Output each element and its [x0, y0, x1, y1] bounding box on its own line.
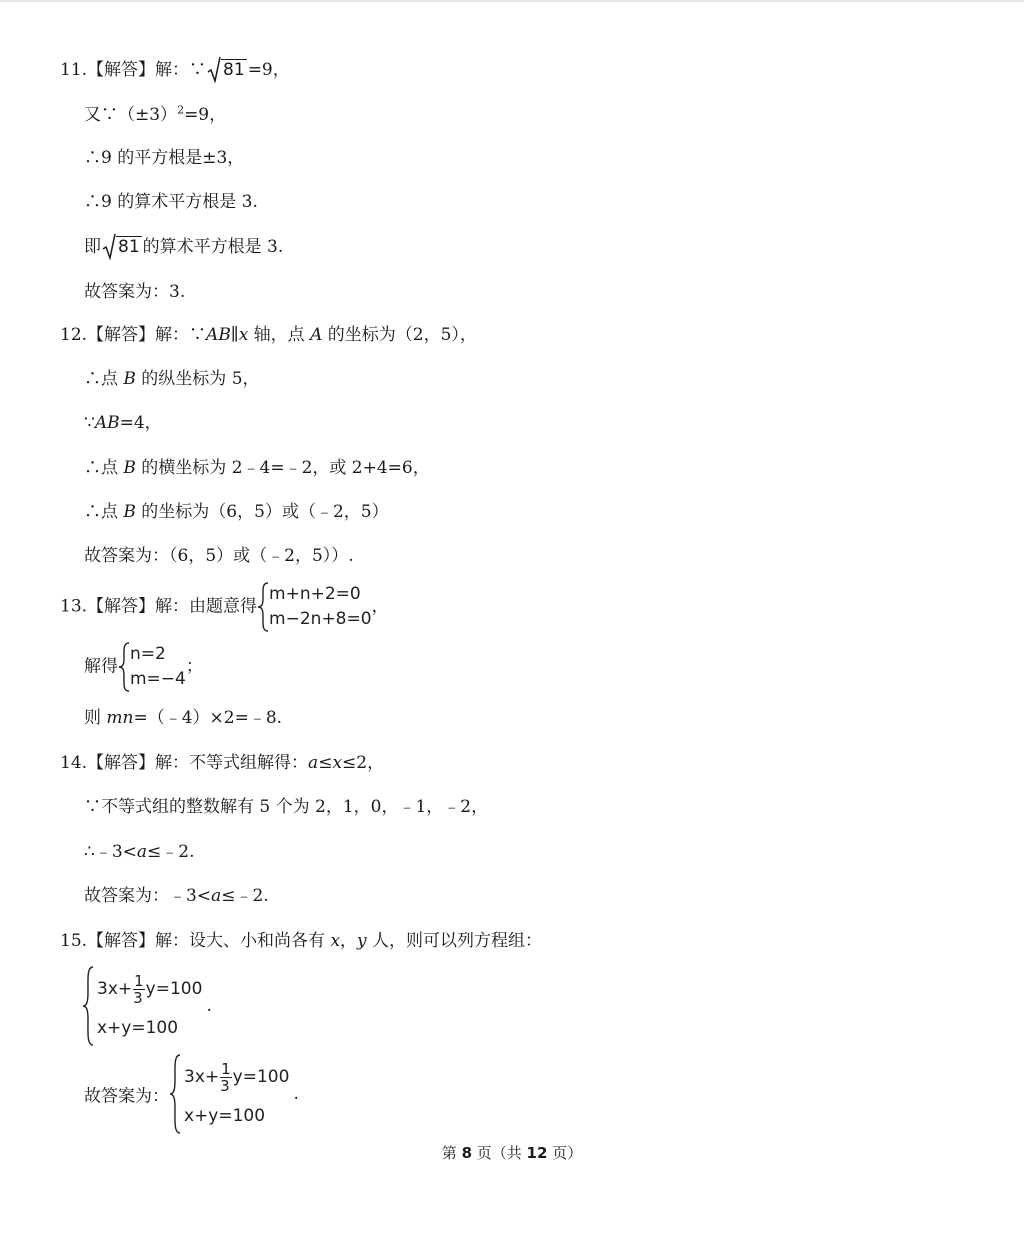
q13-sys1-row2: m−2n+8=0: [269, 608, 372, 629]
q14-head-a: 14.【解答】解：不等式组解得：: [60, 753, 309, 773]
q12-var-x: x: [238, 325, 249, 345]
brace-icon: [169, 1054, 181, 1134]
q13-l3a: 则: [84, 708, 107, 728]
q15-sys-tail: .: [206, 996, 212, 1016]
q12-l2b: 的纵坐标为 5，: [135, 369, 260, 389]
q15-head-b: ，: [340, 931, 358, 951]
q12-l5b: 的坐标为（6，5）或（﹣2，5）: [135, 502, 389, 522]
brace-icon: [118, 642, 130, 692]
q13-system-2: [118, 642, 186, 692]
q12-head-c: 轴，点: [248, 325, 311, 345]
q14-line3: [84, 840, 195, 864]
q14-l3b: ≤﹣2.: [147, 842, 195, 862]
q12-l2a: ∴点: [84, 369, 124, 389]
q11-radicand: 81: [223, 60, 245, 80]
q15-frac-n: 1: [134, 971, 144, 990]
radical-icon: [207, 55, 221, 83]
q15-head-c: 人，则可以列方程组：: [366, 931, 543, 951]
footer-c: 页）: [547, 1144, 583, 1162]
q12-l2-var-b: B: [123, 369, 136, 389]
q14-head-c: ≤2，: [342, 753, 385, 773]
q12-line1: [60, 323, 477, 347]
q15-answer: [84, 1054, 299, 1134]
q12-head-d: 的坐标为（2，5），: [322, 325, 477, 345]
radical-icon: [102, 232, 116, 260]
q14-l3-var-a: a: [136, 842, 148, 862]
q12-line3: [84, 411, 162, 435]
q13-system-1: [257, 582, 372, 632]
q15-ans-frac-n: 1: [221, 1059, 231, 1078]
q11-sqrt: [207, 58, 247, 82]
q13-l2-tail: ；: [185, 656, 203, 677]
q13-sys2-row1: n=2: [130, 643, 166, 664]
q11-l2a: 又∵（±3）: [84, 105, 178, 125]
q12-var-a: A: [310, 325, 323, 345]
q15-ans-row1-a: 3x+: [184, 1067, 220, 1087]
brace-icon: [257, 582, 269, 632]
q12-l4-var-b: B: [123, 458, 136, 478]
q13-head: 13.【解答】解：由题意得: [60, 596, 258, 617]
q12-l4b: 的横坐标为 2﹣4=﹣2，或 2+4=6，: [135, 458, 430, 478]
q11-l2b: =9，: [184, 105, 227, 125]
q11-line2: [84, 103, 226, 127]
q12-l3b: =4，: [119, 413, 162, 433]
q11-sqrt-2: [102, 235, 142, 259]
q15-ans-system: [169, 1054, 289, 1134]
q15-row1: [97, 967, 202, 1011]
q14-le: ≤: [318, 753, 333, 773]
q11-line3: ∴9 的平方根是±3，: [84, 148, 245, 168]
q14-var-a: a: [308, 753, 319, 773]
q14-line4: [84, 884, 269, 908]
q14-var-x: x: [332, 753, 343, 773]
q12-l3-var-ab: AB: [94, 413, 120, 433]
q13-line3: [84, 706, 282, 730]
q15-ans-tail: .: [293, 1084, 299, 1104]
q12-l4a: ∴点: [84, 458, 124, 478]
footer-total-pages: 12: [526, 1144, 548, 1162]
brace-icon: [82, 966, 94, 1046]
q13-sys2-row2: m=−4: [130, 668, 186, 689]
q15-ans-fraction: [220, 1061, 232, 1094]
page-footer: [0, 1142, 1024, 1163]
q12-line4: [84, 456, 430, 480]
q12-parallel: ∥: [230, 325, 239, 345]
q15-fraction: [133, 973, 145, 1006]
q11-line1: [60, 58, 290, 82]
q15-head-a: 15.【解答】解：设大、小和尚各有: [60, 931, 331, 951]
q12-line2: [84, 367, 260, 391]
q11-line4: ∴9 的算术平方根是 3.: [84, 192, 258, 212]
q15-ans-frac-d: 3: [220, 1076, 230, 1095]
q11-line5: [84, 235, 283, 259]
q15-ans-row2: x+y=100: [184, 1106, 266, 1126]
q15-var-y: y: [357, 931, 367, 951]
q15-line1: [60, 929, 542, 953]
q13-line1: [60, 580, 389, 633]
q13-head-tail: ，: [371, 596, 389, 617]
q15-row1-b: y=100: [145, 979, 203, 999]
q11-head-tail: =9，: [247, 60, 290, 80]
footer-page-number: 8: [461, 1144, 472, 1162]
top-border: [0, 0, 1024, 2]
q15-var-x: x: [330, 931, 341, 951]
q12-var-ab: AB: [206, 325, 231, 345]
q14-line1: [60, 751, 384, 775]
q15-ans-label: 故答案为：: [84, 1086, 169, 1107]
q15-ans-row1: [184, 1055, 289, 1099]
q15-system-inner: [82, 966, 202, 1046]
q14-l4b: ≤﹣2.: [221, 886, 269, 906]
q12-line5: [84, 500, 389, 524]
q11-line6: 故答案为：3.: [84, 282, 186, 302]
q14-line2: ∵不等式组的整数解有 5 个为 2，1，0，﹣1，﹣2，: [84, 797, 489, 817]
q12-head-a: 12.【解答】解：∵: [60, 325, 207, 345]
footer-b: 页（共: [472, 1144, 527, 1162]
q14-l4-var-a: a: [211, 886, 222, 906]
q15-row1-a: 3x+: [97, 979, 133, 999]
q12-l5a: ∴点: [84, 502, 124, 522]
q13-l2: 解得: [84, 656, 118, 677]
q12-line6: 故答案为：（6，5）或（﹣2，5））.: [84, 546, 354, 566]
q11-head: 11.【解答】解：∵: [60, 60, 207, 80]
q11-l5a: 即: [84, 237, 101, 257]
q13-sys1-row1: m+n+2=0: [269, 583, 361, 604]
q14-l3a: ∴﹣3<: [84, 842, 137, 862]
q11-l5b: 的算术平方根是 3.: [142, 237, 284, 257]
q15-system: [82, 966, 212, 1046]
q13-l3b: =（﹣4）×2=﹣8.: [133, 708, 283, 728]
q14-l4a: 故答案为：﹣3<: [84, 886, 212, 906]
q12-l5-var-b: B: [123, 502, 136, 522]
footer-a: 第: [441, 1144, 462, 1162]
q11-l2-sup: 2: [177, 103, 185, 117]
q15-ans-row1-b: y=100: [232, 1067, 290, 1087]
q13-line2: [84, 640, 203, 693]
q15-row2: x+y=100: [97, 1018, 179, 1038]
q13-var-mn: mn: [106, 708, 134, 728]
q15-frac-d: 3: [133, 988, 143, 1007]
q11-radicand-2: 81: [118, 237, 140, 257]
q12-l3a: ∵: [84, 413, 95, 433]
